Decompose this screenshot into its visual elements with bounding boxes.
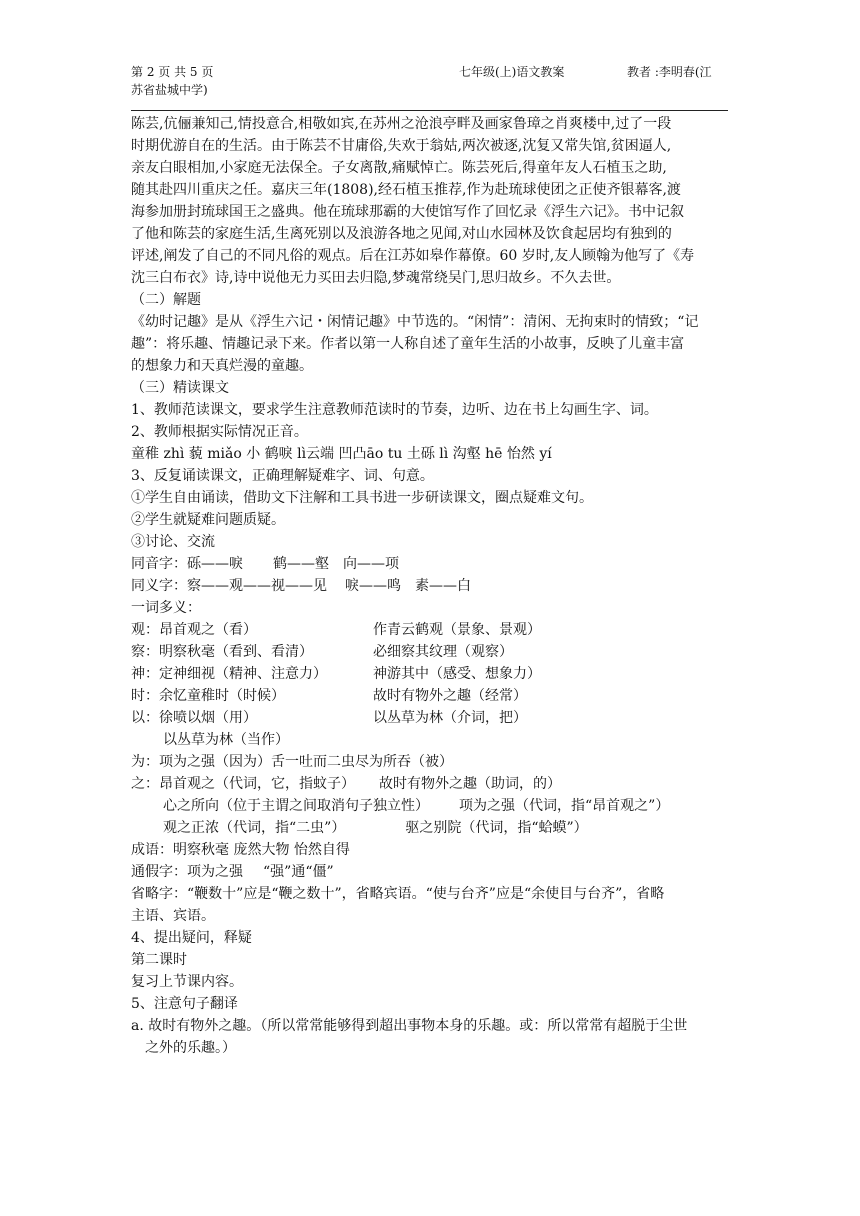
document-body	[131, 113, 731, 1059]
header-school: 苏省盐城中学)	[131, 83, 208, 97]
pinyin-line: 童稚 zhì 藐 miǎo 小 鹤唳 lì云端 凹凸āo tu 土砾 lì 沟壑 hē 怡然 yí	[131, 446, 552, 462]
polysemy-yi-extra: 以丛草为林（当作）	[163, 732, 289, 748]
idioms-line: 成语：明察秋毫 庞然大物 怡然自得	[131, 842, 350, 858]
polysemy-zhi-row: 之：昂首观之（代词，它，指蚊子） 故时有物外之趣（助词，的）	[131, 776, 561, 792]
bio-line: 海参加册封琉球国王之盛典。他在琉球那霸的大使馆写作了回忆录《浮生六记》。书中记叙	[131, 204, 684, 220]
step-5: 5、注意句子翻译	[131, 996, 238, 1012]
substep-3: ③讨论、交流	[131, 534, 215, 550]
polysemy-row: 以：徐喷以烟（用） 以丛草为林（介词，把）	[131, 710, 527, 726]
jieti-line: 的想象力和天真烂漫的童趣。	[131, 358, 313, 374]
bio-line: 评述,阐发了自己的不同凡俗的观点。后在江苏如皋作幕僚。60 岁时,友人顾翰为他写了《寿	[131, 248, 695, 264]
step-4: 4、提出疑问，释疑	[131, 930, 252, 946]
homophones-label: 同音字：	[131, 556, 187, 572]
section-heading-jieti: （二）解题	[131, 292, 201, 308]
synonyms-label: 同义字：	[131, 578, 187, 594]
bio-line: 陈芸,伉俪兼知己,情投意合,相敬如宾,在苏州之沧浪亭畔及画家鲁璋之肖爽楼中,过了一段	[131, 116, 672, 132]
bio-line: 了他和陈芸的家庭生活,生离死别以及浪游各地之见闻,对山水园林及饮食起居均有独到的	[131, 226, 672, 242]
section-heading-jingdu: （三）精读课文	[131, 380, 229, 396]
polysemy-row: 神：定神细视（精神、注意力） 神游其中（感受、想象力）	[131, 666, 541, 682]
header-page-info: 第 2 页 共 5 页	[131, 65, 214, 79]
polysemy-row: 察：明察秋毫（看到、看清） 必细察其纹理（观察）	[131, 644, 513, 660]
jieti-line: 《幼时记趣》是从《浮生六记・闲情记趣》中节选的。“闲情”：清闲、无拘束时的情致；“记	[131, 314, 699, 330]
bio-line: 沈三白布衣》诗,诗中说他无力买田去归隐,梦魂常绕吴门,思归故乡。不久去世。	[131, 270, 621, 286]
polysemy-row: 时：余忆童稚时（时候） 故时有物外之趣（经常）	[131, 688, 527, 704]
polysemy-wei: 为：项为之强（因为）舌一吐而二虫尽为所吞（被）	[131, 754, 453, 770]
synonyms-line: 同义字：察——观——视——见 唳——鸣 素——白	[131, 578, 471, 594]
translation-a: a. 故时有物外之趣。（所以常常能够得到超出事物本身的乐趣。或：所以常常有超脱于尘世	[131, 1018, 688, 1034]
review-line: 复习上节课内容。	[131, 974, 243, 990]
polysemy-zhi-row: 观之正浓（代词，指“二虫”） 驱之别院（代词，指“蛤蟆”）	[163, 820, 588, 836]
header-teacher: 教者 :李明春(江	[627, 65, 712, 79]
bio-line: 亲友白眼相加,小家庭无法保全。子女离散,痛赋悼亡。陈芸死后,得童年友人石植玉之助,	[131, 160, 667, 176]
bio-line: 随其赴四川重庆之任。嘉庆三年(1808),经石植玉推荐,作为赴琉球使团之正使齐银幕客,渡	[131, 182, 681, 198]
substep-2: ②学生就疑难问题质疑。	[131, 512, 285, 528]
polysemy-row: 观：昂首观之（看） 作青云鹤观（景象、景观）	[131, 622, 541, 638]
step-2: 2、教师根据实际情况正音。	[131, 424, 308, 440]
homophones-line: 同音字：砾——唳 鹤——壑 向——项	[131, 556, 399, 572]
polysemy-heading: 一词多义：	[131, 600, 201, 616]
header-title: 七年级(上)语文教案	[459, 65, 565, 79]
lesson-2-heading: 第二课时	[131, 952, 187, 968]
step-3: 3、反复诵读课文，正确理解疑难字、词、句意。	[131, 468, 434, 484]
translation-a-cont: 之外的乐趣。）	[145, 1040, 236, 1056]
step-1: 1、教师范读课文，要求学生注意教师范读时的节奏，边听、边在书上勾画生字、词。	[131, 402, 658, 418]
ellipsis-line: 省略字：“鞭数十”应是“鞭之数十”，省略宾语。“使与台齐”应是“余使目与台齐”，省略	[131, 886, 665, 902]
ellipsis-line: 主语、宾语。	[131, 908, 215, 924]
header-rule	[131, 110, 728, 111]
polysemy-zhi-row: 心之所向（位于主谓之间取消句子独立性） 项为之强（代词，指“昂首观之”）	[163, 798, 670, 814]
substep-1: ①学生自由诵读，借助文下注解和工具书进一步研读课文，圈点疑难文句。	[131, 490, 593, 506]
jieti-line: 趣”：将乐趣、情趣记录下来。作者以第一人称自述了童年生活的小故事，反映了儿童丰富	[131, 336, 685, 352]
tongjia-line: 通假字：项为之强 “强”通“僵”	[131, 864, 334, 880]
bio-line: 时期优游自在的生活。由于陈芸不甘庸俗,失欢于翁姑,两次被逐,沈复又常失馆,贫困逼人,	[131, 138, 672, 154]
